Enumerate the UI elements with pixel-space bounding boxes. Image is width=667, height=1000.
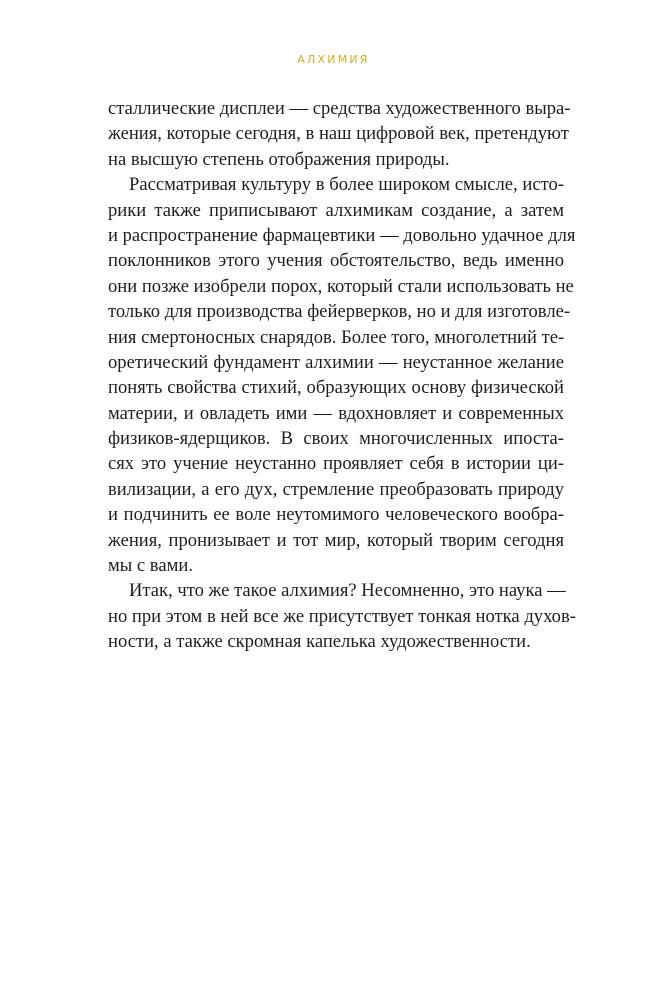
text-line: физиков-ядерщиков. В своих многочисленных ипоста- (108, 428, 564, 450)
text-line: сях это учение неустанно проявляет себя в истории ци- (108, 453, 564, 475)
text-line: сталлические дисплеи — средства художественного выра- (108, 98, 571, 119)
text-line: поклонников этого учения обстоятельство, ведь именно (108, 250, 564, 272)
running-head: АЛХИМИЯ (297, 53, 370, 66)
text-line: на высшую степень отображения природы. (108, 148, 450, 170)
text-line: Рассматривая культуру в более широком смысле, исто- (129, 174, 564, 196)
text-line: понять свойства стихий, образующих основу физической (108, 377, 564, 399)
text-line: только для производства фейерверков, но и для изготовле- (108, 301, 571, 323)
text-line: вилизации, а его дух, стремление преобразовать природу (108, 478, 564, 500)
text-line: мы с вами. (108, 555, 193, 577)
text-line: но при этом в ней все же присутствует тонкая нотка духов- (108, 605, 576, 627)
text-line: оретический фундамент алхимии — неустанное желание (108, 351, 564, 373)
text-line: они позже изобрели порох, который стали использовать не (108, 275, 574, 297)
text-line: рики также приписывают алхимикам создание, а затем (108, 199, 564, 221)
text-line: и подчинить ее воле неутомимого человеческого вообра- (108, 504, 564, 526)
text-line: жения, пронизывает и тот мир, который творим сегодня (108, 529, 564, 551)
body-text (108, 96, 576, 655)
text-line: жения, которые сегодня, в наш цифровой век, претендуют (108, 123, 569, 145)
text-line: Итак, что же такое алхимия? Несомненно, это наука — (129, 580, 566, 602)
text-line: ности, а также скромная капелька художественности. (108, 631, 531, 653)
text-line: и распространение фармацевтики — довольно удачное для (108, 224, 576, 246)
text-line: ния смертоносных снарядов. Более того, многолетний те- (108, 326, 565, 348)
text-line: материи, и овладеть ими — вдохновляет и современных (108, 402, 564, 424)
